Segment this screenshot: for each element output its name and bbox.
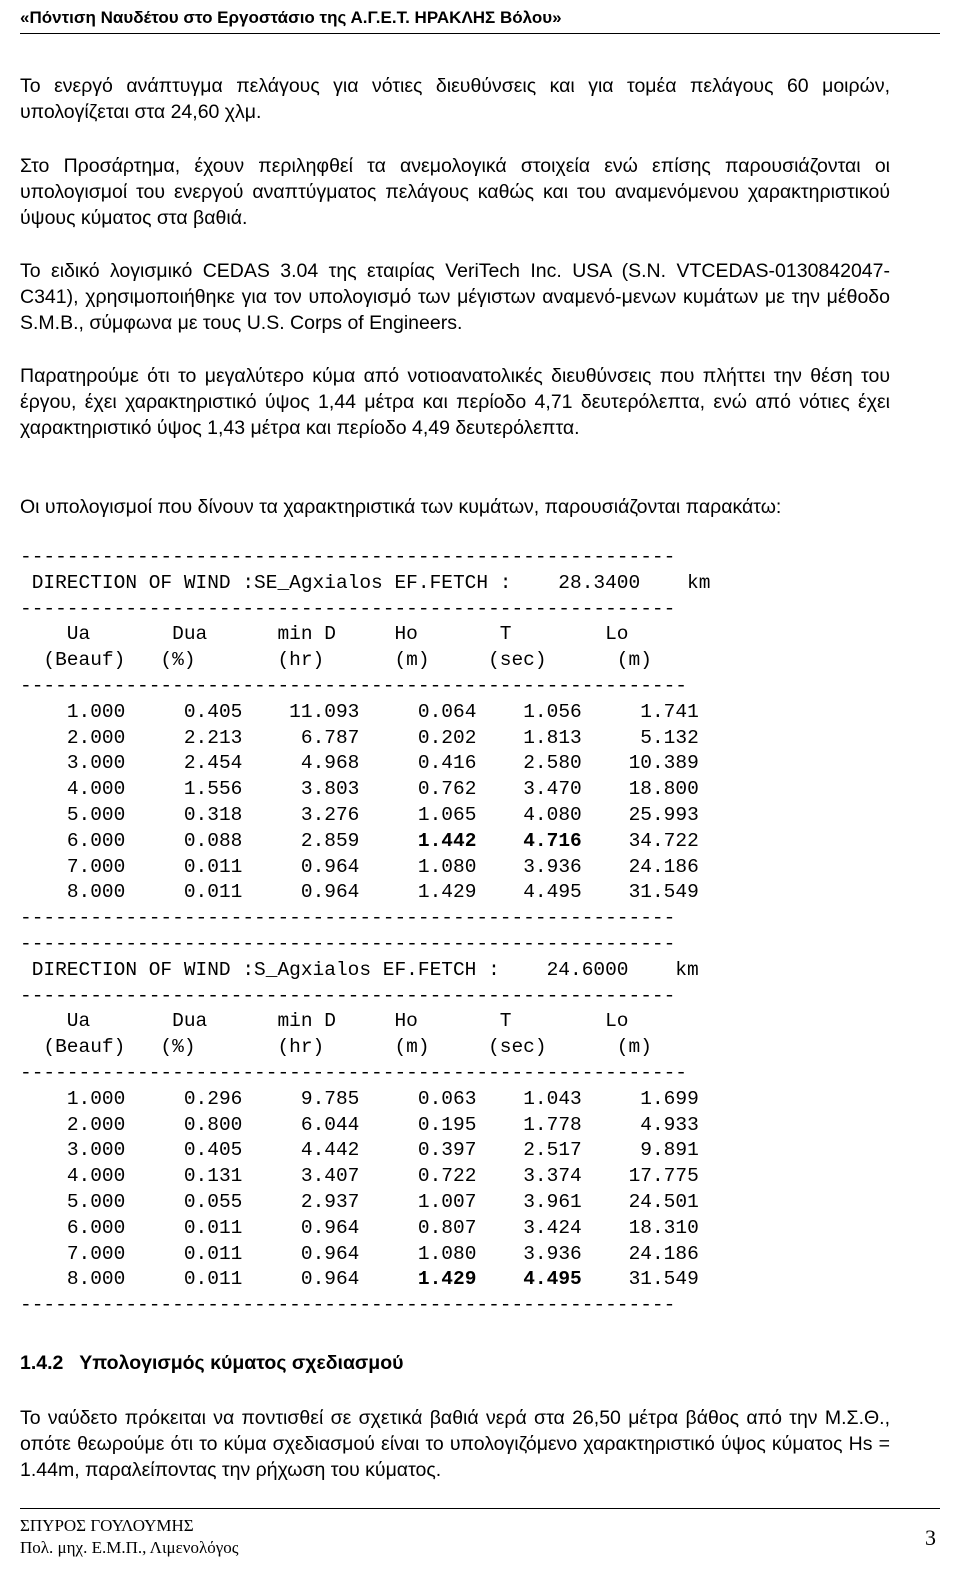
table-cell: 4.933	[640, 1113, 699, 1136]
table-cell: 4.442	[300, 1139, 360, 1162]
table-cell: 6.000	[66, 1216, 126, 1239]
table-cell: 4.080	[523, 803, 582, 826]
rule-line: --------------------------------------------------------	[20, 546, 676, 568]
page-header	[20, 8, 940, 34]
table-cell: 3.424	[523, 1216, 582, 1239]
table-row	[20, 1243, 699, 1265]
wave-table-se	[20, 545, 900, 932]
table-cell: 3.936	[523, 1242, 582, 1265]
table-cell: 0.405	[183, 700, 243, 723]
table-cell: 2.213	[183, 726, 243, 749]
rule-line: --------------------------------------------------------	[20, 1294, 676, 1317]
table-row	[20, 778, 699, 800]
table-cell: 1.699	[640, 1087, 699, 1110]
footer-author: ΣΠΥΡΟΣ ΓΟΥΛΟΥΜΗΣ	[20, 1516, 194, 1535]
table-cell: 3.936	[523, 855, 582, 878]
footer-credentials: Πολ. μηχ. Ε.Μ.Π., Λιμενολόγος	[20, 1538, 239, 1557]
table-cell: 3.276	[300, 803, 360, 826]
table-cell: 4.968	[300, 752, 360, 775]
table-cell: 0.063	[417, 1087, 477, 1110]
rule-line: --------------------------------------------------------	[20, 984, 676, 1007]
table-cell: 10.389	[628, 752, 699, 775]
table-cell: 0.964	[300, 1216, 360, 1239]
table-row	[20, 804, 699, 826]
rule-line: ---------------------------------------------------------	[20, 1061, 688, 1084]
table-cell: 4.716	[523, 829, 582, 852]
table-row	[20, 830, 699, 852]
table-cell: 6.000	[66, 829, 126, 852]
table-row	[20, 727, 699, 749]
section-heading	[20, 1350, 403, 1376]
table-cell: 11.093	[289, 700, 360, 723]
table-cell: 0.011	[183, 881, 243, 904]
table-cell: 4.000	[66, 1165, 126, 1188]
table-row	[20, 1088, 699, 1110]
table-cell: 34.722	[628, 829, 699, 852]
table-row	[20, 1217, 699, 1239]
table-cell: 17.775	[628, 1165, 699, 1188]
page-number: 3	[925, 1525, 936, 1550]
table-cell: 0.195	[417, 1113, 477, 1136]
table-cell: 0.202	[417, 726, 477, 749]
table-cell: 0.800	[183, 1113, 243, 1136]
table-cell: 0.088	[183, 829, 243, 852]
table-cell: 1.000	[66, 1087, 126, 1110]
table-cell: 5.000	[66, 803, 126, 826]
table-cell: 1.000	[66, 700, 126, 723]
table-row	[20, 1165, 699, 1187]
table-cell: 0.416	[417, 752, 477, 775]
table-row	[20, 856, 699, 878]
table-cell: 0.055	[183, 1190, 243, 1213]
table-cell: 8.000	[66, 881, 126, 904]
page-footer	[20, 1508, 940, 1559]
table-cell: 24.501	[628, 1190, 699, 1213]
table-cell: 6.044	[300, 1113, 360, 1136]
table-cell: 4.495	[523, 1268, 582, 1291]
table-cell: 1.043	[523, 1087, 582, 1110]
table-cell: 2.859	[300, 829, 360, 852]
table-cell: 1.056	[523, 700, 582, 723]
table-cell: 0.964	[300, 1268, 360, 1291]
table-cell: 0.964	[300, 1242, 360, 1265]
table-cell: 24.186	[628, 855, 699, 878]
table-cell: 31.549	[628, 1268, 699, 1291]
paragraph-calculations-intro: Οι υπολογισμοί που δίνουν τα χαρακτηριστικά των κυμάτων, παρουσιάζονται παρακάτω:	[20, 496, 782, 518]
rule-line: --------------------------------------------------------	[20, 597, 676, 620]
direction-line: DIRECTION OF WIND :SE_Agxialos EF.FETCH : 28.3400 km	[20, 571, 711, 594]
paragraph-software: Το ειδικό λογισμικό CEDAS 3.04 της εταιρίας VeriTech Inc. USA (S.N. VTCEDAS-0130842047-C341), χρησιμοποιήθηκε για τον υπολογισμό των μέγιστων αναμενό-μενων κυμάτων με την μέθοδο S.M.B., σύμφωνα με τους U.S. Corps of Engineers.	[20, 260, 890, 334]
rule-line: --------------------------------------------------------	[20, 933, 676, 955]
table-cell: 1.080	[417, 855, 477, 878]
table-cell: 4.495	[523, 881, 582, 904]
table-row	[20, 1139, 699, 1161]
table-cell: 3.803	[300, 778, 360, 801]
table-cell: 1.065	[417, 803, 477, 826]
direction-line: DIRECTION OF WIND :S_Agxialos EF.FETCH : 24.6000 km	[20, 958, 699, 981]
table-cell: 7.000	[66, 1242, 126, 1265]
table-cell: 0.064	[417, 700, 477, 723]
rule-line: ---------------------------------------------------------	[20, 674, 688, 697]
table-cell: 1.556	[183, 778, 243, 801]
table-cell: 1.442	[417, 829, 477, 852]
column-units: (Beauf) (%) (hr) (m) (sec) (m)	[20, 649, 652, 672]
table-cell: 0.131	[183, 1165, 243, 1188]
table-cell: 3.000	[66, 752, 126, 775]
table-cell: 24.186	[628, 1242, 699, 1265]
column-units: (Beauf) (%) (hr) (m) (sec) (m)	[20, 1036, 652, 1059]
table-cell: 0.964	[300, 881, 360, 904]
table-cell: 7.000	[66, 855, 126, 878]
paragraph-fetch: Το ενεργό ανάπτυγμα πελάγους για νότιες διευθύνσεις και για τομέα πελάγους 60 μοιρών, υπολογίζεται στα 24,60 χλμ.	[20, 75, 890, 123]
table-cell: 0.011	[183, 1216, 243, 1239]
wave-table-s	[20, 932, 900, 1319]
table-cell: 3.407	[300, 1165, 360, 1188]
table-cell: 2.937	[300, 1190, 360, 1213]
table-cell: 1.429	[417, 881, 477, 904]
table-cell: 5.132	[640, 726, 699, 749]
table-row	[20, 1191, 699, 1213]
table-cell: 25.993	[628, 803, 699, 826]
paragraph-appendix: Στο Προσάρτημα, έχουν περιληφθεί τα ανεμολογικά στοιχεία ενώ επίσης παρουσιάζονται οι υπολογισμοί του ενεργού αναπτύγματος πελάγους καθώς και του αναμενόμενου χαρακτηριστικού ύψους κύματος στα βαθιά.	[20, 155, 890, 229]
table-row	[20, 701, 699, 723]
table-row	[20, 752, 699, 774]
table-cell: 0.722	[417, 1165, 477, 1188]
document-title: «Πόντιση Ναυδέτου στο Εργοστάσιο της Α.Γ.Ε.Τ. ΗΡΑΚΛΗΣ Βόλου»	[20, 8, 562, 27]
table-cell: 0.405	[183, 1139, 243, 1162]
table-cell: 1.080	[417, 1242, 477, 1265]
table-cell: 0.807	[417, 1216, 477, 1239]
table-cell: 0.318	[183, 803, 243, 826]
table-cell: 2.517	[523, 1139, 582, 1162]
section-number: 1.4.2	[20, 1352, 64, 1374]
table-cell: 5.000	[66, 1190, 126, 1213]
table-row	[20, 1268, 699, 1290]
table-cell: 0.397	[417, 1139, 477, 1162]
table-cell: 9.785	[300, 1087, 360, 1110]
table-cell: 3.000	[66, 1139, 126, 1162]
table-cell: 1.778	[523, 1113, 582, 1136]
table-cell: 0.964	[300, 855, 360, 878]
table-cell: 9.891	[640, 1139, 699, 1162]
table-cell: 6.787	[300, 726, 360, 749]
section-title: Υπολογισμός κύματος σχεδιασμού	[79, 1352, 404, 1374]
table-cell: 0.011	[183, 1268, 243, 1291]
column-headers: Ua Dua min D Ho T Lo	[20, 1010, 629, 1033]
table-cell: 2.454	[183, 752, 243, 775]
paragraph-observations: Παρατηρούμε ότι το μεγαλύτερο κύμα από νοτιοανατολικές διευθύνσεις που πλήττει την θέση του έργου, έχει χαρακτηριστικό ύψος 1,44 μέτρα και περίοδο 4,71 δευτερόλεπτα, ενώ από νότιες έχει χαρακτηριστικό ύψος 1,43 μέτρα και περίοδο 4,49 δευτερόλεπτα.	[20, 365, 890, 439]
table-cell: 0.011	[183, 1242, 243, 1265]
table-cell: 3.470	[523, 778, 582, 801]
table-cell: 1.007	[417, 1190, 477, 1213]
table-cell: 0.011	[183, 855, 243, 878]
table-cell: 2.000	[66, 726, 126, 749]
table-row	[20, 1114, 699, 1136]
table-cell: 3.961	[523, 1190, 582, 1213]
table-cell: 1.429	[417, 1268, 477, 1291]
paragraph-design-wave: Το ναύδετο πρόκειται να ποντισθεί σε σχετικά βαθιά νερά στα 26,50 μέτρα βάθος από την Μ.Σ.Θ., οπότε θεωρούμε ότι το κύμα σχεδιασμού είναι το υπολογιζόμενο χαρακτηριστικό ύψος κύματος Hs = 1.44m, παραλείποντας την ρήχωση του κύματος.	[20, 1407, 890, 1481]
table-cell: 0.762	[417, 778, 477, 801]
column-headers: Ua Dua min D Ho T Lo	[20, 623, 629, 646]
table-cell: 31.549	[628, 881, 699, 904]
table-cell: 4.000	[66, 778, 126, 801]
table-cell: 2.580	[523, 752, 582, 775]
table-cell: 1.741	[640, 700, 699, 723]
table-cell: 18.800	[628, 778, 699, 801]
table-cell: 18.310	[628, 1216, 699, 1239]
table-cell: 8.000	[66, 1268, 126, 1291]
rule-line: --------------------------------------------------------	[20, 907, 676, 930]
table-row	[20, 881, 699, 903]
table-cell: 2.000	[66, 1113, 126, 1136]
table-cell: 3.374	[523, 1165, 582, 1188]
table-cell: 1.813	[523, 726, 582, 749]
table-cell: 0.296	[183, 1087, 243, 1110]
